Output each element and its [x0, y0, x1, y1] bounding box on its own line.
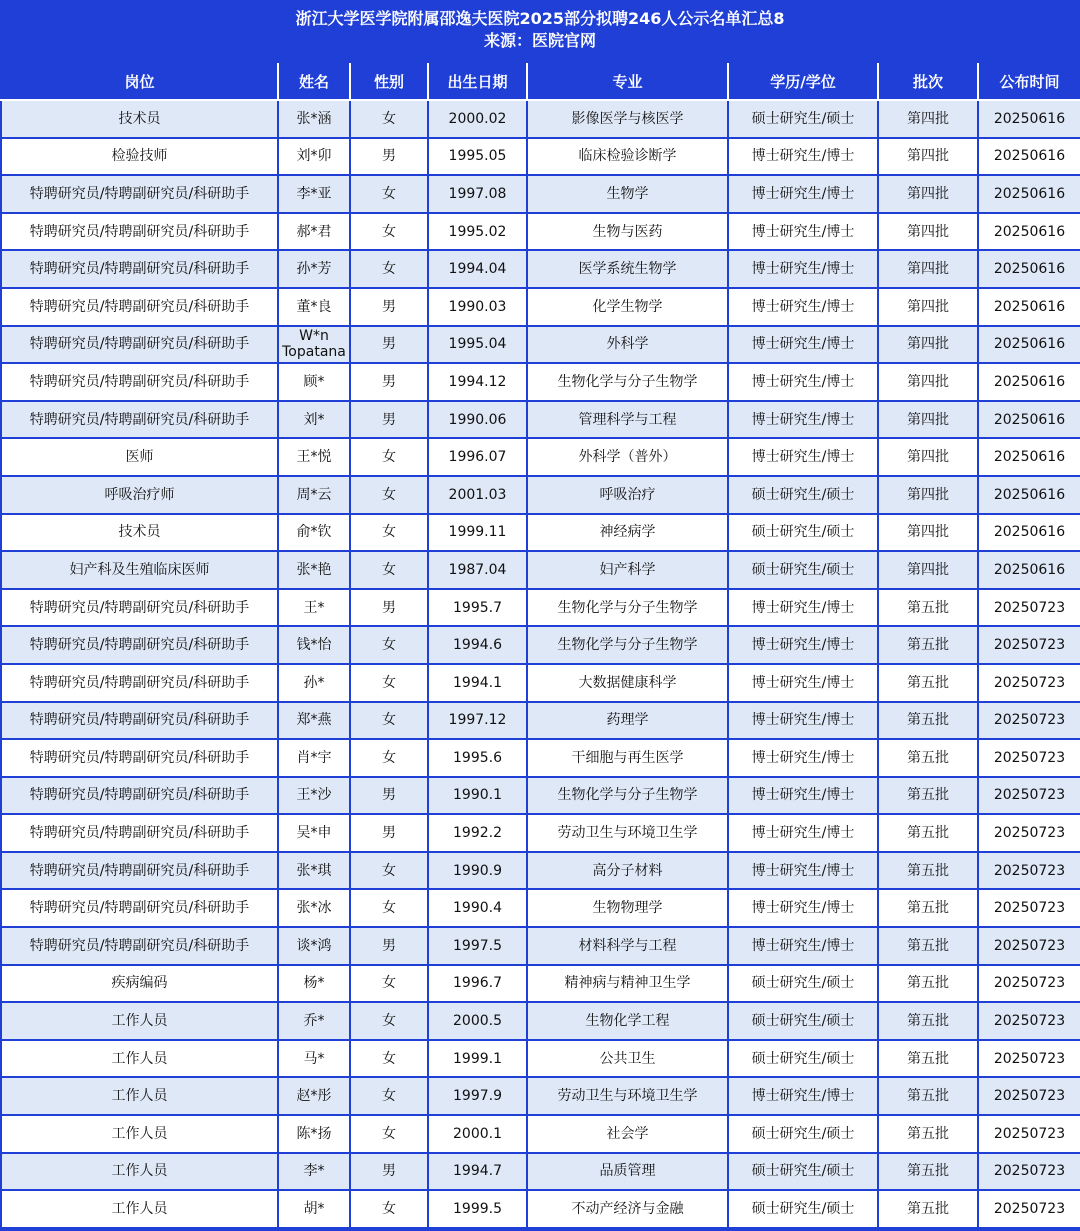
cell-position: 工作人员 — [1, 1077, 278, 1115]
cell-batch: 第四批 — [878, 551, 978, 589]
table-row — [1, 739, 1080, 777]
cell-major: 外科学（普外） — [527, 438, 728, 476]
cell-degree: 博士研究生/博士 — [728, 213, 878, 251]
cell-gender: 女 — [350, 1002, 428, 1040]
header-degree: 学历/学位 — [728, 63, 878, 100]
cell-degree: 博士研究生/博士 — [728, 138, 878, 176]
table-row — [1, 363, 1080, 401]
cell-position: 妇产科及生殖临床医师 — [1, 551, 278, 589]
cell-batch: 第五批 — [878, 739, 978, 777]
cell-gender: 女 — [350, 476, 428, 514]
cell-degree: 博士研究生/博士 — [728, 288, 878, 326]
cell-major: 不动产经济与金融 — [527, 1190, 728, 1228]
table-row — [1, 664, 1080, 702]
cell-degree: 博士研究生/博士 — [728, 814, 878, 852]
cell-name: 孙* — [278, 664, 350, 702]
cell-name: 刘*卯 — [278, 138, 350, 176]
cell-batch: 第四批 — [878, 363, 978, 401]
cell-gender: 女 — [350, 626, 428, 664]
cell-gender: 男 — [350, 777, 428, 815]
cell-position: 特聘研究员/特聘副研究员/科研助手 — [1, 250, 278, 288]
cell-major: 化学生物学 — [527, 288, 728, 326]
cell-birthdate: 1990.9 — [428, 852, 527, 890]
table-row — [1, 777, 1080, 815]
cell-major: 妇产科学 — [527, 551, 728, 589]
cell-name: 胡* — [278, 1190, 350, 1228]
table-row — [1, 100, 1080, 138]
cell-batch: 第五批 — [878, 1077, 978, 1115]
cell-publish-date: 20250723 — [978, 965, 1080, 1003]
cell-name: 张*琪 — [278, 852, 350, 890]
cell-publish-date: 20250616 — [978, 213, 1080, 251]
cell-batch: 第四批 — [878, 213, 978, 251]
cell-birthdate: 1995.04 — [428, 326, 527, 364]
cell-major: 劳动卫生与环境卫生学 — [527, 814, 728, 852]
cell-birthdate: 1995.7 — [428, 589, 527, 627]
header-gender: 性别 — [350, 63, 428, 100]
cell-publish-date: 20250723 — [978, 1002, 1080, 1040]
cell-position: 特聘研究员/特聘副研究员/科研助手 — [1, 326, 278, 364]
cell-batch: 第四批 — [878, 288, 978, 326]
table-row — [1, 326, 1080, 364]
cell-gender: 男 — [350, 138, 428, 176]
cell-gender: 男 — [350, 401, 428, 439]
cell-gender: 女 — [350, 1115, 428, 1153]
cell-name: 谈*鸿 — [278, 927, 350, 965]
cell-birthdate: 1994.6 — [428, 626, 527, 664]
header-publish-date: 公布时间 — [978, 63, 1080, 100]
cell-gender: 女 — [350, 250, 428, 288]
cell-batch: 第五批 — [878, 1190, 978, 1228]
cell-gender: 男 — [350, 1153, 428, 1191]
cell-position: 特聘研究员/特聘副研究员/科研助手 — [1, 175, 278, 213]
cell-major: 神经病学 — [527, 514, 728, 552]
cell-position: 工作人员 — [1, 1190, 278, 1228]
cell-degree: 硕士研究生/硕士 — [728, 1040, 878, 1078]
cell-major: 生物学 — [527, 175, 728, 213]
cell-birthdate: 1994.12 — [428, 363, 527, 401]
cell-batch: 第四批 — [878, 438, 978, 476]
cell-birthdate: 1996.7 — [428, 965, 527, 1003]
cell-batch: 第五批 — [878, 1153, 978, 1191]
cell-name: 赵*彤 — [278, 1077, 350, 1115]
cell-birthdate: 1990.03 — [428, 288, 527, 326]
cell-position: 疾病编码 — [1, 965, 278, 1003]
cell-birthdate: 1994.1 — [428, 664, 527, 702]
table-row — [1, 175, 1080, 213]
cell-position: 特聘研究员/特聘副研究员/科研助手 — [1, 927, 278, 965]
cell-batch: 第四批 — [878, 476, 978, 514]
cell-birthdate: 1997.9 — [428, 1077, 527, 1115]
cell-publish-date: 20250723 — [978, 589, 1080, 627]
cell-gender: 女 — [350, 438, 428, 476]
cell-batch: 第五批 — [878, 1040, 978, 1078]
cell-batch: 第五批 — [878, 814, 978, 852]
table-row — [1, 514, 1080, 552]
cell-degree: 硕士研究生/硕士 — [728, 551, 878, 589]
cell-degree: 博士研究生/博士 — [728, 626, 878, 664]
cell-gender: 女 — [350, 1077, 428, 1115]
cell-gender: 男 — [350, 288, 428, 326]
cell-position: 特聘研究员/特聘副研究员/科研助手 — [1, 363, 278, 401]
cell-major: 医学系统生物学 — [527, 250, 728, 288]
cell-major: 干细胞与再生医学 — [527, 739, 728, 777]
table-row — [1, 1040, 1080, 1078]
cell-birthdate: 1994.7 — [428, 1153, 527, 1191]
cell-batch: 第五批 — [878, 702, 978, 740]
cell-publish-date: 20250723 — [978, 1077, 1080, 1115]
cell-name: 张*冰 — [278, 889, 350, 927]
cell-gender: 女 — [350, 664, 428, 702]
table-row — [1, 1153, 1080, 1191]
cell-name: W*n Topatana — [278, 326, 350, 364]
cell-position: 特聘研究员/特聘副研究员/科研助手 — [1, 401, 278, 439]
cell-gender: 女 — [350, 739, 428, 777]
cell-major: 品质管理 — [527, 1153, 728, 1191]
cell-position: 特聘研究员/特聘副研究员/科研助手 — [1, 213, 278, 251]
cell-birthdate: 1994.04 — [428, 250, 527, 288]
cell-publish-date: 20250616 — [978, 363, 1080, 401]
cell-gender: 女 — [350, 889, 428, 927]
cell-name: 王*悦 — [278, 438, 350, 476]
cell-major: 生物化学与分子生物学 — [527, 777, 728, 815]
cell-publish-date: 20250723 — [978, 1040, 1080, 1078]
cell-publish-date: 20250723 — [978, 814, 1080, 852]
table-header-row — [1, 63, 1080, 100]
cell-name: 董*良 — [278, 288, 350, 326]
cell-gender: 男 — [350, 326, 428, 364]
cell-major: 劳动卫生与环境卫生学 — [527, 1077, 728, 1115]
cell-batch: 第五批 — [878, 889, 978, 927]
cell-publish-date: 20250616 — [978, 288, 1080, 326]
cell-name: 王* — [278, 589, 350, 627]
cell-birthdate: 1987.04 — [428, 551, 527, 589]
table-body — [1, 100, 1080, 1228]
cell-gender: 女 — [350, 852, 428, 890]
cell-gender: 女 — [350, 100, 428, 138]
cell-degree: 博士研究生/博士 — [728, 664, 878, 702]
cell-birthdate: 1999.11 — [428, 514, 527, 552]
cell-publish-date: 20250616 — [978, 438, 1080, 476]
cell-major: 生物化学与分子生物学 — [527, 626, 728, 664]
cell-position: 特聘研究员/特聘副研究员/科研助手 — [1, 589, 278, 627]
cell-name: 张*艳 — [278, 551, 350, 589]
cell-batch: 第五批 — [878, 927, 978, 965]
cell-batch: 第四批 — [878, 175, 978, 213]
table-row — [1, 551, 1080, 589]
cell-position: 技术员 — [1, 100, 278, 138]
cell-birthdate: 1997.12 — [428, 702, 527, 740]
cell-name: 陈*扬 — [278, 1115, 350, 1153]
cell-name: 杨* — [278, 965, 350, 1003]
cell-gender: 女 — [350, 702, 428, 740]
cell-position: 技术员 — [1, 514, 278, 552]
cell-name: 张*涵 — [278, 100, 350, 138]
cell-major: 精神病与精神卫生学 — [527, 965, 728, 1003]
cell-batch: 第四批 — [878, 138, 978, 176]
cell-publish-date: 20250723 — [978, 664, 1080, 702]
cell-publish-date: 20250723 — [978, 1190, 1080, 1228]
cell-degree: 博士研究生/博士 — [728, 363, 878, 401]
cell-birthdate: 1990.4 — [428, 889, 527, 927]
cell-position: 特聘研究员/特聘副研究员/科研助手 — [1, 288, 278, 326]
cell-name: 吴*申 — [278, 814, 350, 852]
cell-batch: 第五批 — [878, 777, 978, 815]
cell-batch: 第四批 — [878, 401, 978, 439]
cell-publish-date: 20250723 — [978, 1115, 1080, 1153]
cell-gender: 男 — [350, 927, 428, 965]
cell-birthdate: 1990.1 — [428, 777, 527, 815]
cell-batch: 第四批 — [878, 514, 978, 552]
cell-name: 马* — [278, 1040, 350, 1078]
cell-batch: 第五批 — [878, 965, 978, 1003]
cell-batch: 第五批 — [878, 589, 978, 627]
cell-publish-date: 20250616 — [978, 326, 1080, 364]
cell-position: 工作人员 — [1, 1153, 278, 1191]
page-title: 浙江大学医学院附属邵逸夫医院2025部分拟聘246人公示名单汇总8 — [295, 9, 785, 28]
cell-publish-date: 20250616 — [978, 138, 1080, 176]
title-block — [0, 0, 1080, 63]
cell-batch: 第五批 — [878, 1115, 978, 1153]
cell-name: 郑*燕 — [278, 702, 350, 740]
table-row — [1, 1190, 1080, 1228]
cell-position: 工作人员 — [1, 1115, 278, 1153]
cell-birthdate: 1995.02 — [428, 213, 527, 251]
cell-publish-date: 20250723 — [978, 702, 1080, 740]
table-row — [1, 889, 1080, 927]
cell-birthdate: 1997.08 — [428, 175, 527, 213]
cell-degree: 硕士研究生/硕士 — [728, 1190, 878, 1228]
cell-birthdate: 1999.5 — [428, 1190, 527, 1228]
cell-position: 特聘研究员/特聘副研究员/科研助手 — [1, 889, 278, 927]
cell-birthdate: 2000.5 — [428, 1002, 527, 1040]
table-row — [1, 213, 1080, 251]
cell-degree: 博士研究生/博士 — [728, 777, 878, 815]
table-row — [1, 401, 1080, 439]
cell-name: 顾* — [278, 363, 350, 401]
cell-major: 生物化学工程 — [527, 1002, 728, 1040]
cell-name: 俞*钦 — [278, 514, 350, 552]
header-birthdate: 出生日期 — [428, 63, 527, 100]
cell-name: 李* — [278, 1153, 350, 1191]
cell-name: 肖*宇 — [278, 739, 350, 777]
cell-position: 检验技师 — [1, 138, 278, 176]
cell-degree: 博士研究生/博士 — [728, 927, 878, 965]
cell-degree: 博士研究生/博士 — [728, 175, 878, 213]
cell-gender: 女 — [350, 1190, 428, 1228]
cell-degree: 博士研究生/博士 — [728, 739, 878, 777]
cell-name: 李*亚 — [278, 175, 350, 213]
cell-position: 医师 — [1, 438, 278, 476]
cell-major: 临床检验诊断学 — [527, 138, 728, 176]
cell-gender: 女 — [350, 1040, 428, 1078]
cell-major: 生物化学与分子生物学 — [527, 589, 728, 627]
cell-degree: 硕士研究生/硕士 — [728, 1153, 878, 1191]
cell-publish-date: 20250723 — [978, 739, 1080, 777]
cell-degree: 博士研究生/博士 — [728, 1077, 878, 1115]
header-name: 姓名 — [278, 63, 350, 100]
cell-gender: 男 — [350, 814, 428, 852]
cell-degree: 硕士研究生/硕士 — [728, 1002, 878, 1040]
cell-batch: 第四批 — [878, 100, 978, 138]
header-position: 岗位 — [1, 63, 278, 100]
table-row — [1, 852, 1080, 890]
cell-publish-date: 20250616 — [978, 401, 1080, 439]
cell-degree: 博士研究生/博士 — [728, 702, 878, 740]
table-row — [1, 927, 1080, 965]
cell-birthdate: 1996.07 — [428, 438, 527, 476]
table-row — [1, 476, 1080, 514]
cell-degree: 博士研究生/博士 — [728, 326, 878, 364]
cell-position: 特聘研究员/特聘副研究员/科研助手 — [1, 626, 278, 664]
cell-name: 郝*君 — [278, 213, 350, 251]
cell-birthdate: 1999.1 — [428, 1040, 527, 1078]
cell-birthdate: 1997.5 — [428, 927, 527, 965]
cell-position: 特聘研究员/特聘副研究员/科研助手 — [1, 814, 278, 852]
table-row — [1, 626, 1080, 664]
cell-gender: 女 — [350, 213, 428, 251]
cell-birthdate: 1990.06 — [428, 401, 527, 439]
cell-position: 特聘研究员/特聘副研究员/科研助手 — [1, 739, 278, 777]
cell-major: 呼吸治疗 — [527, 476, 728, 514]
cell-degree: 硕士研究生/硕士 — [728, 965, 878, 1003]
table-row — [1, 702, 1080, 740]
cell-degree: 博士研究生/博士 — [728, 401, 878, 439]
cell-batch: 第五批 — [878, 664, 978, 702]
source-line: 来源：医院官网 — [483, 31, 596, 50]
cell-gender: 男 — [350, 363, 428, 401]
cell-position: 呼吸治疗师 — [1, 476, 278, 514]
cell-publish-date: 20250616 — [978, 175, 1080, 213]
cell-major: 高分子材料 — [527, 852, 728, 890]
cell-position: 特聘研究员/特聘副研究员/科研助手 — [1, 852, 278, 890]
cell-name: 周*云 — [278, 476, 350, 514]
cell-publish-date: 20250616 — [978, 250, 1080, 288]
cell-position: 特聘研究员/特聘副研究员/科研助手 — [1, 777, 278, 815]
cell-degree: 硕士研究生/硕士 — [728, 476, 878, 514]
table-row — [1, 250, 1080, 288]
cell-position: 工作人员 — [1, 1040, 278, 1078]
cell-publish-date: 20250723 — [978, 927, 1080, 965]
cell-name: 孙*芳 — [278, 250, 350, 288]
cell-publish-date: 20250616 — [978, 551, 1080, 589]
cell-birthdate: 1992.2 — [428, 814, 527, 852]
cell-publish-date: 20250723 — [978, 852, 1080, 890]
table-row — [1, 138, 1080, 176]
table-row — [1, 1077, 1080, 1115]
cell-birthdate: 1995.6 — [428, 739, 527, 777]
cell-name: 钱*怡 — [278, 626, 350, 664]
cell-degree: 博士研究生/博士 — [728, 589, 878, 627]
cell-batch: 第四批 — [878, 250, 978, 288]
cell-major: 管理科学与工程 — [527, 401, 728, 439]
cell-name: 乔* — [278, 1002, 350, 1040]
cell-degree: 博士研究生/博士 — [728, 889, 878, 927]
table-row — [1, 438, 1080, 476]
cell-major: 生物物理学 — [527, 889, 728, 927]
cell-degree: 硕士研究生/硕士 — [728, 1115, 878, 1153]
cell-position: 特聘研究员/特聘副研究员/科研助手 — [1, 664, 278, 702]
cell-position: 特聘研究员/特聘副研究员/科研助手 — [1, 702, 278, 740]
cell-publish-date: 20250616 — [978, 514, 1080, 552]
cell-major: 外科学 — [527, 326, 728, 364]
cell-major: 药理学 — [527, 702, 728, 740]
cell-birthdate: 2000.1 — [428, 1115, 527, 1153]
cell-degree: 博士研究生/博士 — [728, 250, 878, 288]
cell-publish-date: 20250723 — [978, 777, 1080, 815]
cell-name: 王*沙 — [278, 777, 350, 815]
cell-gender: 女 — [350, 551, 428, 589]
table-row — [1, 288, 1080, 326]
cell-degree: 博士研究生/博士 — [728, 852, 878, 890]
cell-major: 公共卫生 — [527, 1040, 728, 1078]
header-major: 专业 — [527, 63, 728, 100]
table-row — [1, 1115, 1080, 1153]
table-row — [1, 589, 1080, 627]
cell-position: 工作人员 — [1, 1002, 278, 1040]
cell-major: 影像医学与核医学 — [527, 100, 728, 138]
cell-gender: 男 — [350, 589, 428, 627]
cell-batch: 第五批 — [878, 1002, 978, 1040]
table-row — [1, 814, 1080, 852]
cell-birthdate: 2001.03 — [428, 476, 527, 514]
cell-publish-date: 20250723 — [978, 626, 1080, 664]
cell-batch: 第五批 — [878, 626, 978, 664]
cell-gender: 女 — [350, 514, 428, 552]
cell-birthdate: 1995.05 — [428, 138, 527, 176]
cell-degree: 硕士研究生/硕士 — [728, 514, 878, 552]
cell-publish-date: 20250616 — [978, 100, 1080, 138]
cell-publish-date: 20250723 — [978, 889, 1080, 927]
cell-gender: 女 — [350, 175, 428, 213]
cell-name: 刘* — [278, 401, 350, 439]
cell-publish-date: 20250723 — [978, 1153, 1080, 1191]
cell-publish-date: 20250616 — [978, 476, 1080, 514]
table-row — [1, 965, 1080, 1003]
table-row — [1, 1002, 1080, 1040]
cell-major: 生物与医药 — [527, 213, 728, 251]
cell-batch: 第四批 — [878, 326, 978, 364]
cell-degree: 博士研究生/博士 — [728, 438, 878, 476]
roster-table — [0, 63, 1080, 1229]
cell-gender: 女 — [350, 965, 428, 1003]
cell-major: 材料科学与工程 — [527, 927, 728, 965]
cell-batch: 第五批 — [878, 852, 978, 890]
header-batch: 批次 — [878, 63, 978, 100]
cell-major: 生物化学与分子生物学 — [527, 363, 728, 401]
cell-major: 社会学 — [527, 1115, 728, 1153]
cell-major: 大数据健康科学 — [527, 664, 728, 702]
cell-birthdate: 2000.02 — [428, 100, 527, 138]
cell-degree: 硕士研究生/硕士 — [728, 100, 878, 138]
